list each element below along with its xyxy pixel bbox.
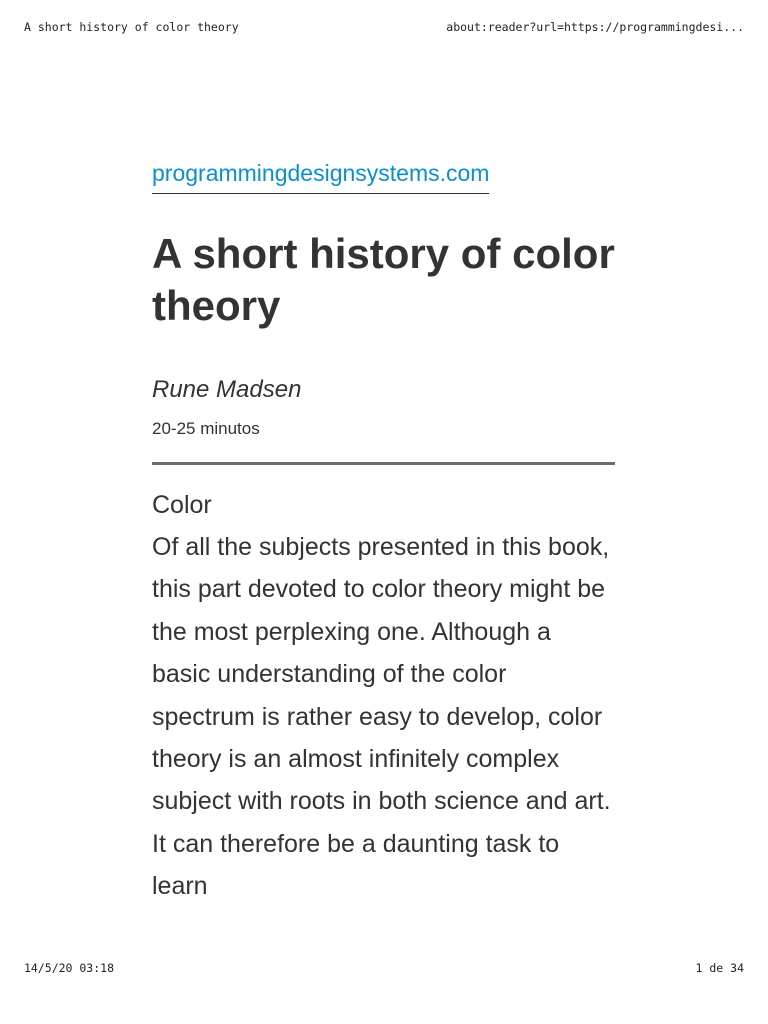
article-paragraph: Of all the subjects presented in this book, this part devoted to color theory might be the most perplexing one. Although a basic understanding of the color spectrum is rather easy to develop, color theory is an almost infinitely complex subject with roots in both science and art. It can therefore be a daunting task to learn [152,533,611,901]
article-author: Rune Madsen [152,376,302,403]
article-content [152,484,615,908]
header-divider [152,462,615,465]
reading-time: 20-25 minutos [152,419,260,438]
domain-link[interactable]: programmingdesignsystems.com [152,160,489,194]
print-header [24,20,744,34]
print-page-title: A short history of color theory [24,20,239,34]
print-url: about:reader?url=https://programmingdesi... [446,20,744,34]
print-page-number: 1 de 34 [695,961,744,975]
print-footer [24,961,744,975]
section-heading: Color [152,491,212,519]
article-title: A short history of color theory [152,230,615,329]
reader-view [152,160,615,908]
print-timestamp: 14/5/20 03:18 [24,961,115,975]
